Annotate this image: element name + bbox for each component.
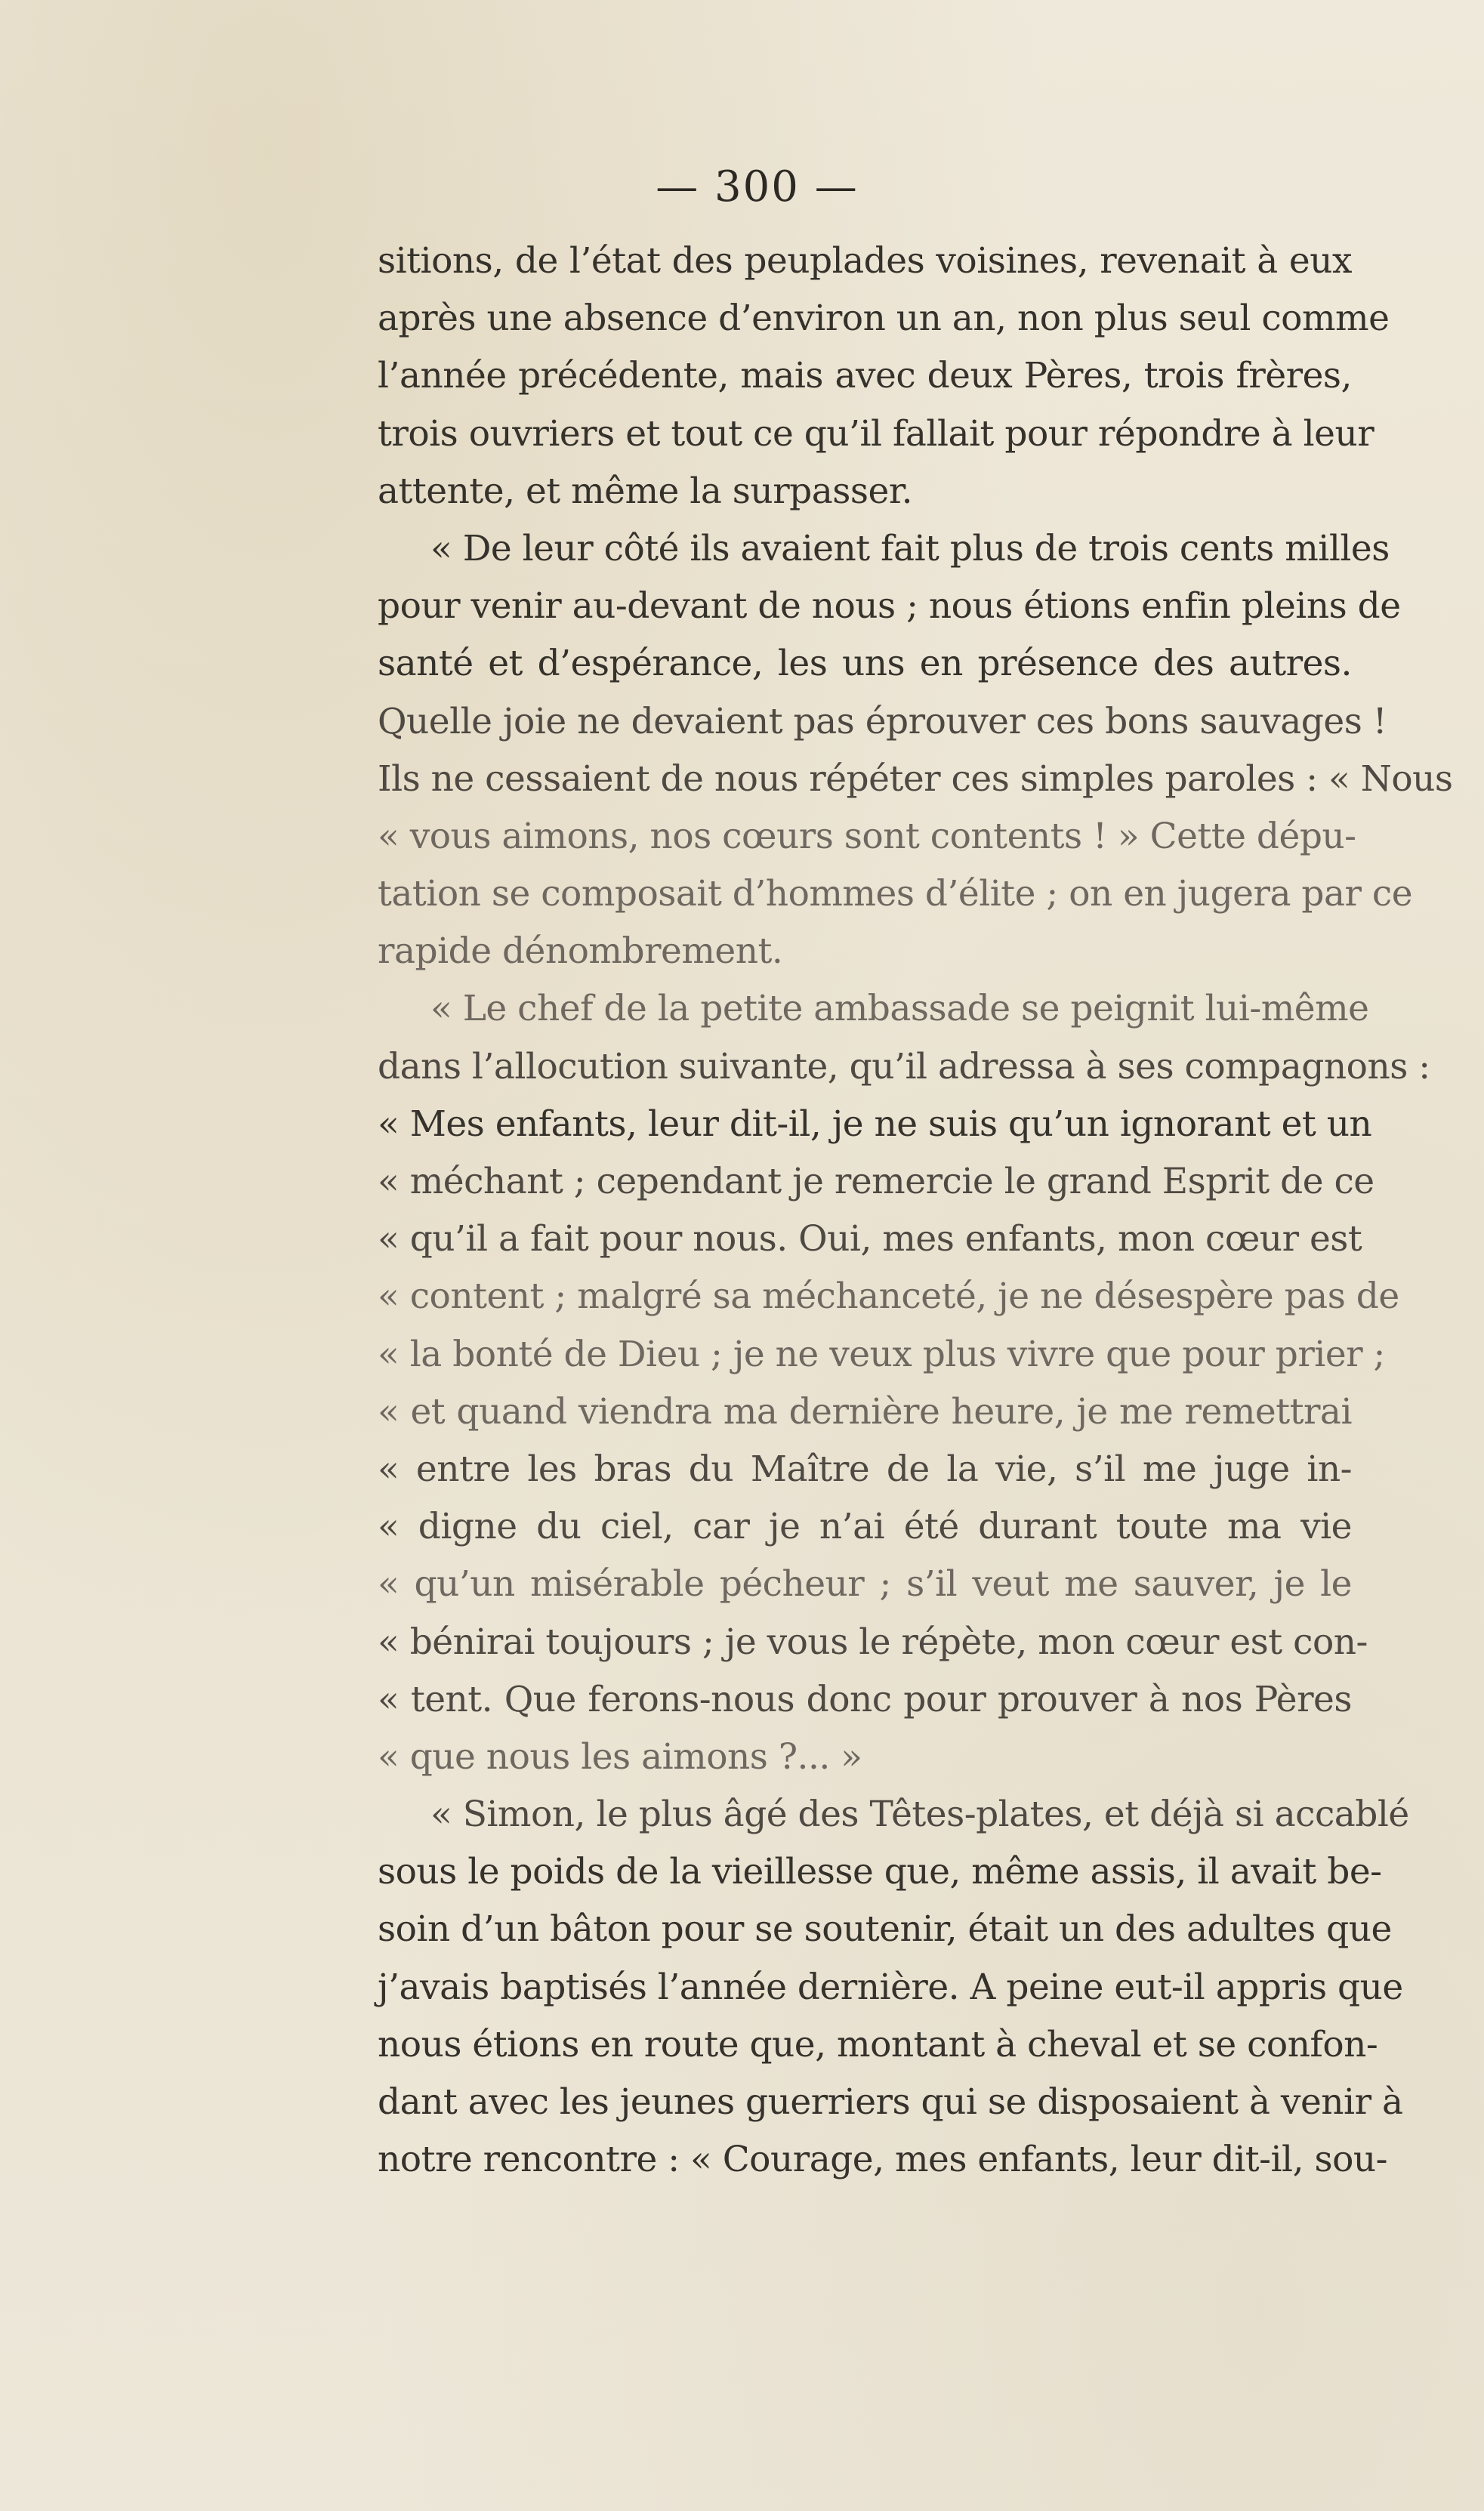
- text-line: « et quand viendra ma dernière heure, je me remettrai: [378, 1390, 1352, 1433]
- text-line: après une absence d’environ un an, non plus seul comme: [378, 298, 1390, 340]
- text-line: dans l’allocution suivante, qu’il adressa à ses compagnons :: [378, 1045, 1430, 1087]
- text-line: dant avec les jeunes guerriers qui se disposaient à venir à: [378, 2081, 1403, 2123]
- text-line: tation se composait d’hommes d’élite ; on en jugera par ce: [378, 873, 1413, 915]
- text-line: pour venir au-devant de nous ; nous étions enfin pleins de: [378, 585, 1401, 628]
- text-line: « qu’un misérable pécheur ; s’il veut me sauver, je le: [378, 1563, 1352, 1606]
- body-text: [378, 233, 1453, 2189]
- text-line: trois ouvriers et tout ce qu’il fallait pour répondre à leur: [378, 412, 1374, 455]
- text-line: attente, et même la surpasser.: [378, 470, 913, 512]
- text-line: sitions, de l’état des peuplades voisines, revenait à eux: [378, 240, 1352, 282]
- text-line: « content ; malgré sa méchanceté, je ne désespère pas de: [378, 1276, 1399, 1318]
- page-number: — 300 —: [656, 162, 859, 211]
- text-line: « tent. Que ferons-nous donc pour prouver à nos Pères: [378, 1678, 1352, 1720]
- text-line: l’année précédente, mais avec deux Pères, trois frères,: [378, 355, 1352, 397]
- text-line: « De leur côté ils avaient fait plus de trois cents milles: [430, 527, 1390, 569]
- text-line: soin d’un bâton pour se soutenir, était un des adultes que: [378, 1908, 1392, 1951]
- text-line: notre rencontre : « Courage, mes enfants, leur dit-il, sou-: [378, 2139, 1388, 2181]
- text-line: « Le chef de la petite ambassade se peignit lui-même: [430, 988, 1369, 1030]
- text-line: santé et d’espérance, les uns en présence des autres.: [378, 643, 1352, 685]
- text-line: Ils ne cessaient de nous répéter ces simples paroles : « Nous: [378, 757, 1453, 800]
- text-line: j’avais baptisés l’année dernière. A peine eut-il appris que: [378, 1966, 1403, 2008]
- text-line: rapide dénombrement.: [378, 930, 783, 973]
- text-line: sous le poids de la vieillesse que, même assis, il avait be-: [378, 1851, 1382, 1893]
- text-line: Quelle joie ne devaient pas éprouver ces bons sauvages !: [378, 700, 1387, 742]
- text-line: « Mes enfants, leur dit-il, je ne suis qu’un ignorant et un: [378, 1103, 1372, 1145]
- text-line: « vous aimons, nos cœurs sont contents ! » Cette dépu-: [378, 815, 1356, 857]
- text-line: « qu’il a fait pour nous. Oui, mes enfants, mon cœur est: [378, 1218, 1362, 1260]
- text-line: « que nous les aimons ?... »: [378, 1735, 862, 1778]
- text-line: « la bonté de Dieu ; je ne veux plus vivre que pour prier ;: [378, 1333, 1385, 1375]
- text-line: « digne du ciel, car je n’ai été durant toute ma vie: [378, 1506, 1352, 1548]
- text-line: « méchant ; cependant je remercie le grand Esprit de ce: [378, 1161, 1374, 1202]
- text-line: « Simon, le plus âgé des Têtes-plates, et déjà si accablé: [430, 1794, 1409, 1836]
- text-line: nous étions en route que, montant à cheval et se confon-: [378, 2023, 1378, 2065]
- text-line: « bénirai toujours ; je vous le répète, mon cœur est con-: [378, 1621, 1368, 1663]
- text-line: « entre les bras du Maître de la vie, s’il me juge in-: [378, 1448, 1352, 1490]
